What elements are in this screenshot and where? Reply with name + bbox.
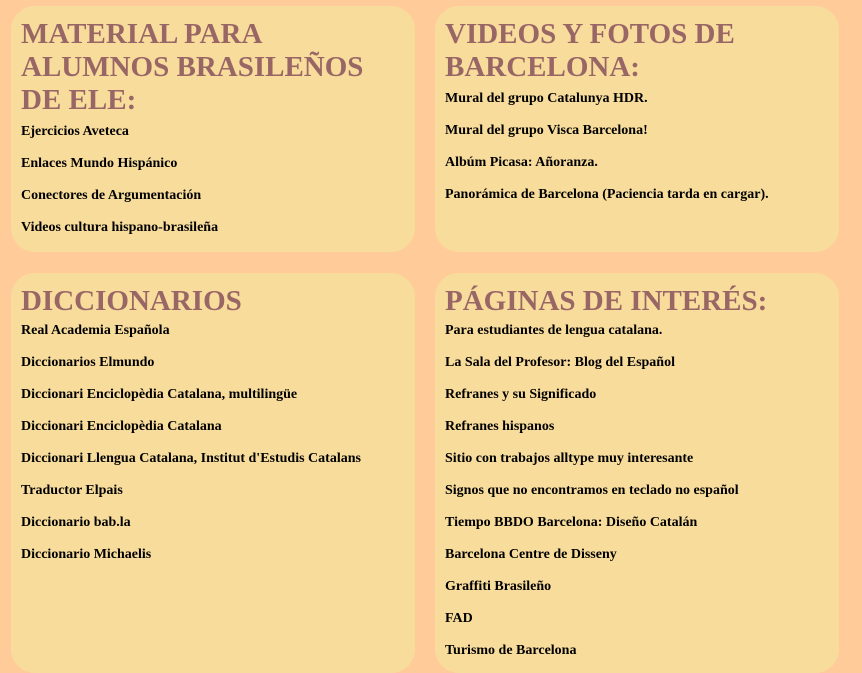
section-title: PÁGINAS DE INTERÉS:: [445, 285, 768, 317]
link-conectores-argumentacion[interactable]: Conectores de Argumentación: [21, 188, 202, 203]
link-enciclopedia-catalana-multilingue[interactable]: Diccionari Enciclopèdia Catalana, multilingüe: [21, 387, 298, 402]
link-mural-visca-barcelona[interactable]: Mural del grupo Visca Barcelona!: [445, 123, 648, 138]
section-title: MATERIAL PARA ALUMNOS BRASILEÑOS DE ELE:: [21, 18, 364, 116]
section-diccionarios: [11, 273, 415, 673]
link-panoramica-barcelona[interactable]: Panorámica de Barcelona (Paciencia tarda en cargar).: [445, 187, 769, 202]
link-diccionarios-elmundo[interactable]: Diccionarios Elmundo: [21, 355, 155, 370]
link-refranes-hispanos[interactable]: Refranes hispanos: [445, 419, 555, 434]
link-album-picasa[interactable]: Albúm Picasa: Añoranza.: [445, 155, 598, 170]
link-graffiti-brasileno[interactable]: Graffiti Brasileño: [445, 579, 552, 594]
link-fad[interactable]: FAD: [445, 611, 473, 626]
link-llengua-catalana-iec[interactable]: Diccionari Llengua Catalana, Institut d'Estudis Catalans: [21, 451, 361, 466]
link-enciclopedia-catalana[interactable]: Diccionari Enciclopèdia Catalana: [21, 419, 222, 434]
link-estudiantes-catalana[interactable]: Para estudiantes de lengua catalana.: [445, 323, 663, 338]
link-refranes-significado[interactable]: Refranes y su Significado: [445, 387, 597, 402]
link-signos-teclado[interactable]: Signos que no encontramos en teclado no español: [445, 483, 739, 498]
section-title: DICCIONARIOS: [21, 285, 242, 317]
link-barcelona-centre-disseny[interactable]: Barcelona Centre de Disseny: [445, 547, 617, 562]
link-enlaces-mundo-hispanico[interactable]: Enlaces Mundo Hispánico: [21, 156, 178, 171]
link-sala-del-profesor[interactable]: La Sala del Profesor: Blog del Español: [445, 355, 675, 370]
link-alltype[interactable]: Sitio con trabajos alltype muy interesante: [445, 451, 694, 466]
link-ejercicios-aveteca[interactable]: Ejercicios Aveteca: [21, 124, 129, 139]
section-videos-fotos-barcelona: [435, 6, 839, 252]
link-real-academia[interactable]: Real Academia Española: [21, 323, 170, 338]
section-paginas-interes: [435, 273, 839, 673]
link-turismo-barcelona[interactable]: Turismo de Barcelona: [445, 643, 577, 658]
link-tiempo-bbdo[interactable]: Tiempo BBDO Barcelona: Diseño Catalán: [445, 515, 698, 530]
link-list: [445, 322, 829, 660]
section-material-alumnos-brasilenos: [11, 6, 415, 252]
link-list: [21, 123, 405, 237]
link-list: [445, 90, 829, 204]
link-diccionario-babla[interactable]: Diccionario bab.la: [21, 515, 131, 530]
link-videos-cultura[interactable]: Videos cultura hispano-brasileña: [21, 220, 219, 235]
link-list: [21, 322, 405, 564]
section-title: VIDEOS Y FOTOS DE BARCELONA:: [445, 18, 735, 83]
link-diccionario-michaelis[interactable]: Diccionario Michaelis: [21, 547, 152, 562]
link-mural-catalunya-hdr[interactable]: Mural del grupo Catalunya HDR.: [445, 91, 648, 106]
link-traductor-elpais[interactable]: Traductor Elpais: [21, 483, 123, 498]
